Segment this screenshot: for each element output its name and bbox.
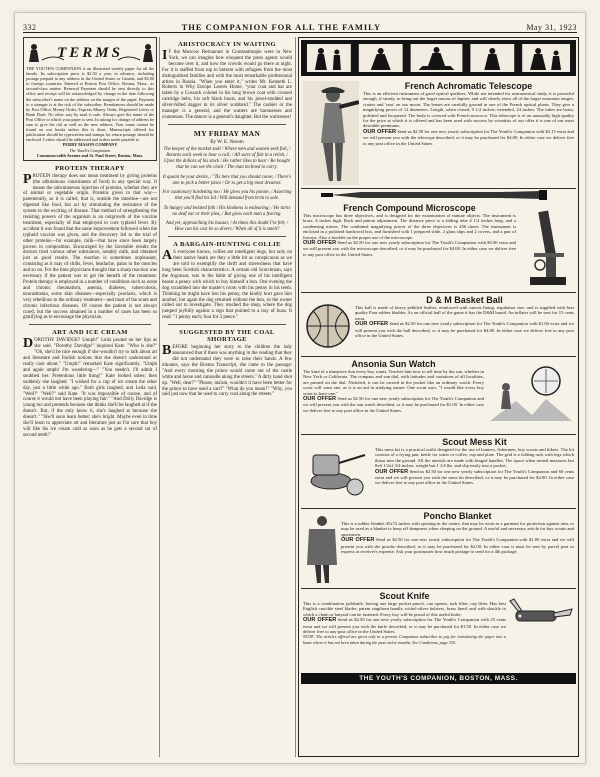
ad-title: French Compound Microscope [343,203,476,213]
ad-scout-knife [301,589,576,671]
decorative-figures-icon [24,40,157,66]
offer-text: Send us $2.50 for one new yearly subscription for The Youth's Companion with $1.60 extra and we will present you with the ball described, or it may be purchased for $4.00. In either case we deliver free to any post office in the United States. [355,321,574,339]
poem-stanza: For cautionary hardening too / He gives you his parole, / Asserting that you'll find his lid / Will demand from brim to sole. [162,190,292,202]
poem-stanza: It quaint be your desire, / "Tis here that you should come; / There's one to pick a better place / Or to get a big most dreamer. [162,174,292,186]
ad-basketball [301,293,576,357]
ad-title: French Achromatic Telescope [404,81,533,91]
article-title: A BARGAIN-HUNTING COLLIE [173,241,281,249]
publisher-footer: THE YOUTH'S COMPANION, BOSTON, MASS. [301,673,576,684]
microscope-icon [520,203,574,287]
offer-text: Send us $2.50 for one new yearly subscription for The Youth's Companion with $1.00 extra and we will present you with the poncho described, or it may be purchased for $2.00. In either case it must be sent by parcel post or express at receiver's expense. Ask your postmaster how much postage to send for a 4lb package. [341,537,574,555]
left-column [23,37,157,757]
basketball-icon [305,303,351,349]
ad-offer [303,617,506,634]
ad-title: Scout Knife [379,591,430,601]
ad-poncho-blanket [301,509,576,589]
ad-title: D & M Basket Ball [426,295,503,305]
ad-description: This microscope has three objectives, and is designed for the examination of minute objects. The instrument is brass, 6 inches high. Rack and pinion adjustment. The distance piece is a sliding tube 4 1/2 inches long, and a condensing mirror. The combined magnifying power of the three objectives is 456 times. The instrument is enclosed in a polished hardwood box, and furnished with 1 prepared slide, 2 glass slips and 2 covers, and a pair of forceps. Also a booklet on the proper use of the microscope. [303,213,516,240]
column-rule [295,37,296,757]
ad-title: Poncho Blanket [423,511,492,521]
offer-text: Send us $2.50 for one new yearly subscription for The Youth's Companion with $3.00 extra and we will present you with the microscope described, or it may be purchased for $4.00. In either case we deliver free to any post office in the United States. [303,240,516,257]
poncho-figure-icon [305,513,339,585]
poem-stanza: The keeper of the market stall / Where men and women seek fish, / Returns each week to hear a call; / All sorts of fish in a relish, / Upon the dollars of his stock / He rather likes to hear / Be bought that he can see the clock / The man inclined to carry. [163,146,291,171]
ad-description: This is a combination jackknife, having one large pocket punch, can opener, tack lifter, cap lifter. Has best English crucible steel blades, patent stagthorn handle, nickel-silver bolsters, brass lined, and with shackle to which a chain or lanyard can be fastened. Every boy will be proud of this useful knife. [303,601,506,617]
offer-text: Send us $2.50 for one new yearly subscription for The Youth's Companion with $2.15 extra and we will present you with the telescope described, or it may be purchased for $4.00. In either case we deliver free to any post office in the United States. [363,128,574,146]
publisher-paper: The Youth's Companion [69,147,111,153]
silhouette-figures-icon [301,40,576,76]
offer-text: Send us $2.50 for one new yearly subscription for The Youth's Companion and we will present you with the sun watch described, or it may be purchased for $1.00. In either case we deliver free to any post office in the United States. [303,396,484,413]
offer-label: OUR OFFER [355,321,389,328]
offer-label: OUR OFFER [303,617,337,624]
article-text: ROTEIN therapy does not mean treatment by giving proteins (the albuminous constituents of food) in any special way. It means the subcutaneous injection of proteins, whether they are of animal or vegetable origin. Proteins given in that way—parenterally, as it is called, that is, outside the intestine—are not digested like food, but act by stimulating the resistance of the system to the exciting of disease. That method of strengthening the resisting powers of the organism is an outgrowth of the vaccine treatment, especially of that employed to cure typhoid fever. By accident it was found that the same improvement followed when the typhoid vaccine was given, and the discovery led to the trial of other proteins—for example, milk—that have since been largely proven in composition. Encouraged by the favorable results the doctors tried various other substances, notably milk, and obtained just as good results. The reaction is sometimes unpleasant, consisting as it may of chills, fever, headache, pains in the muscles and so on. For the time physicians thought that a sharp reaction was necessary if the patient was to get the benefit of the treatment. Protein therapy is employed in a number of conditions such as acute and chronic rheumatism, anemia, diabetes, tuberculosis, neurasthenia, some skin diseases—especially psoriasis, which is very rebellious to the ordinary treatment—and most of the acute and chronic infectious diseases. Of course the patient is not always cured, but the success obtained in a number of cases has been so gratifying as to encourage the physician. [23,173,157,321]
ad-offer [355,321,574,338]
column-rule [159,37,160,757]
offer-text: Send us $2.50 for one new yearly subscription for The Youth's Companion with 25 cents extra and we will present you with the knife described, or it may be purchased for $1.50. In either case we deliver free to any post office in the United States. [303,617,506,635]
article-separator [168,236,286,237]
offer-label: OUR OFFER [375,468,409,475]
ad-description: This mess kit is a practical outfit designed for the use of hunters, fishermen, boy scouts and hikers. The kit consists of a frying pan, kettle for water or coffee, cup and plate. The grid is a folding rack with legs which thrust into the ground. All the utensils are made with hinged handles. The space when nested measures but 8x6 1/2x2 3/4 inches, weight but 1 1/4 lbs. and slip easily into a pocket. [375,447,574,469]
middle-column [162,37,292,757]
poem-body [162,147,292,233]
mess-kit-icon [305,441,371,505]
scouting-banner-illustration [301,40,576,76]
ad-offer [303,240,516,257]
article-title: PROTEIN THERAPY [55,164,125,172]
terms-heading-block [26,40,154,66]
terms-body: THE YOUTH'S COMPANION is an illustrated weekly paper for all the family. Its subscription price is $2.50 a year, in advance, including postage prepaid to any address in the United States or Canada, and $3.00 to foreign countries. Entered at Boston Post Office, Boston, Mass., as second-class matter. Renewal Payment should be sent directly to this office and receipt will be acknowledged by change in the date following the subscriber's name on the address on the margin of the paper. Payment to a stranger is at the risk of the subscriber. Remittances should be made by Post Office Money Order, Express Money Order, Registered Letter or Bank Draft. No other way by mail is safe. Always give the name of the Post Office to which your paper is sent. In asking for change of address be sure to give the old as well as the new address. Your name cannot be found on our books unless this is done. Manuscripts offered for publication should be typewritten and stamps for return postage should be enclosed. Letters should be addressed and orders made payable to [26,66,154,143]
ad-description: The kind of a timepiece that every boy wants. Teaches him how to tell time by the sun, whether in New York or California. The compass and sun dial, with latitudes and variations of all localities, are printed on the dial. Nickeled, it can be carried in the pocket like an ordinary watch. Every scout will want one, as it is an aid in studying nature. One scout says: "I would like every boy scout to have one." [303,369,484,396]
article-title: ART AND ICE CREAM [52,329,128,337]
article-text: F the Moscow Restaurant in Constantinople were in New York, we can imagine how eloquent the press agents would become over it, and how the crowds would go there at night. For it is staffed from top to bottom with refugees from the most distinguished families and with the most remarkable professional artists in Russia. "When you enter it," writes Mr. Kenneth L. Roberts in Why Europe Leaves Home, "your coat and hat are taken by a Cossack colonel in his long brown coat with crossed cartridge belts, his soft black boots, and his jewel-studded and silver-hilted dagger in its silver scabbard." The cashier or the manager is a general, and the waiters are baronesses and countesses. The dancer is a general's daughter. But the waitresses! [162,50,292,120]
article-separator [168,324,286,325]
poem-title: MY FRIDAY MAN [193,128,261,138]
ad-sun-watch [301,357,576,435]
page-header [23,19,577,33]
ad-title: Scout Mess Kit [442,437,507,447]
drop-cap: D [23,336,34,352]
drop-cap: P [23,171,32,187]
ad-offer [341,537,574,554]
poem-author: By W. E. Nesom [210,139,244,145]
article-text: OROTHY DAVIDGE? Uunph!" Leila pouted on her lips as she said. "Dorothy Davidge!" inquired Kate. "Who is she?" "Oh, she'd be nice enough if she wouldn't try to talk about art and literature and foolish notions that she doesn't understand or really care about." "Umph!" remarked Kate significantly. "Umph and again umph! I'm wondering—" "You needn't. I'll admit I snubbed her. Pretentious little thing!" Kate looked sober; then suddenly she laughed. "I wished for a cup of ice cream the other day, just a little while ago." Both girls laughed, and Leila said, "Well?" "Well?" said Kate. "It was impossible of course, and of course it would not have been playing fair." "And Dolly Davidge is young too and pretends because she thinks she'll be laughed at if she doesn't. But, if the only know it, she's laughed at because she doesn't." "She'll soon learn better; she's bright. Maybe even in time she'll learn to appreciate art and literature just as I'm sure that boy will like his ice cream cold as soon as he gets a second cut of second teeth!" [23,338,157,438]
ad-description: This is an efficient instrument of good optical qualities. While not intended for astronomical study, it is powerful enough, if steady, to bring out the larger moons of Jupiter, and will clearly show all of the larger mountain ranges, craters and 'seas' on our moon. The lenses are carefully ground in one of the French optical plants. They give a magnifying power of 12 diameters. Length, when closed, 9 1/2 inches; extended, 24 inches. The tubes are brass, polished and lacquered. The body is covered with French morocco. This telescope is of an unusually high quality for the price at which it is offered and has been used with success by scientists of our offer it is one of our most desirable premiums. [363,91,574,129]
ad-description: This ball is made of heavy pebbled leather, reinforced with canvas lining, regulation size, and is supplied with best quality Para rubber bladder. As an official ball of the game it has the D&M brand. An inflater will be sent for 15 cents extra. [355,305,574,321]
ad-microscope [301,201,576,293]
article-text: EFORE beginning her story to the children the lady announced that if there was anything in the reading that they did not understand they were to raise their hands. A few minutes, says the Boston Transcript, she came to the passage: "And every morning the prince would come out of the castle white and horse and canoodle along the streets." A dirty hand shot up. "Well, dear?" "Please, ma'am, wouldn't it have been better for the prince to have used a cart?" "What do you mean?" "Why, you said just now that he used to carry coal along the streets." [162,345,292,398]
poem-stanza: To hungry and belated folk / His kindness is endearing; / He turns no deaf ear or their plea, / But gives each man a fearing. [163,205,291,217]
issue-date: May 31, 1923 [526,23,577,32]
article-body-protein [23,171,157,322]
scout-with-telescope-icon [303,81,359,185]
ad-telescope [301,79,576,189]
ad-offer [303,396,484,413]
article-body-coal [162,345,292,398]
ad-mess-kit [301,435,576,509]
telescope-image-icon [301,189,577,201]
article-body-collie [162,250,292,321]
sun-watch-icon [486,361,574,431]
terms-heading: TERMS [57,44,123,61]
ad-offer [363,129,574,146]
article-title: ARISTOCRACY IN WAITING [177,41,277,48]
article-title: SUGGESTED BY THE COAL SHORTAGE [179,329,275,344]
publication-title: THE COMPANION FOR ALL THE FAMILY [181,22,382,32]
scout-knife-icon [508,595,574,635]
poem-stanza: And yet, approaching his bazaar, / At times this doubt I've felt; / How can his cost be so divers / When all of it is smelt? [165,220,289,233]
offer-label: OUR OFFER [363,128,396,135]
ad-offer [375,469,574,486]
drop-cap: I [162,48,168,63]
ad-description: This is a rubber blanket 45x72 inches with opening in the centre, that may be worn as a garment for protection against rain, or may be used as a blanket to keep off dampness when sleeping on the ground. A useful and necessary article for boy scouts and sportsmen. [341,521,574,537]
ad-note: NOTE. The articles offered are given only to a present Companion subscriber to pay for introducing the paper into a home where it has not been taken during the past twelve months. See Conditions, page 330. [303,634,506,645]
drop-cap: B [162,343,172,359]
drop-cap: A [162,248,173,264]
article-body-aristocracy [162,50,292,121]
article-separator [168,124,286,125]
article-text: S everyone knows, collies are intelligent dogs, but only on their native heath are they a little bit as conspicuous as we are told to exemplify the thrift and shrewdness that have long been Scottish characteristics. A certain old Scotchman, says the Argonaut, was in the habit of giving one of his intelligent beasts a penny with which to buy himself a bun. One evening the dog scrambled into the master's room with his penny in his teeth. Thinking he might have lost his penny, the kindly host gave him another, but again the dog returned without the bun, so the owner called out to investigate. They reached the shop, where the dog jumped joyfully against a sign that pointed to a tray of buns. It read: "1 penny each; four for 3 pence." [162,250,292,321]
magazine-page [14,12,586,764]
publisher-address: Commonwealth Avenue and St. Paul Street, Boston, Mass. [36,152,144,158]
page-number: 332 [23,23,37,32]
publisher-name: PERRY MASON COMPANY [62,142,118,148]
offer-text: Send us $2.50 for one new yearly subscription for The Youth's Companion and 60 cents extra and we will present you with the mess kit described, or it may be purchased for $2.00. In either case we deliver free to any post office in the United States. [375,468,574,486]
article-separator [29,324,151,325]
offer-label: OUR OFFER [303,396,337,403]
terms-box [23,37,157,161]
article-body-art [23,338,157,438]
premium-ads-panel [298,37,579,757]
offer-label: OUR OFFER [341,537,375,544]
ad-title: Ansonia Sun Watch [351,359,436,369]
offer-label: OUR OFFER [303,240,337,247]
